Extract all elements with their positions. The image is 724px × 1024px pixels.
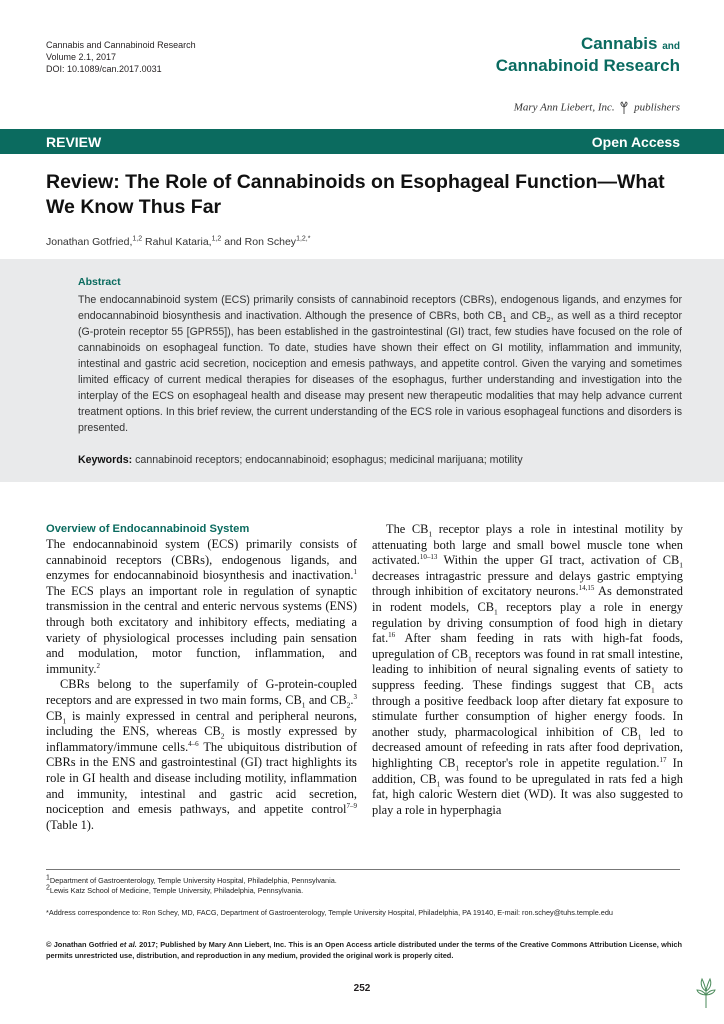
- author-list: [46, 236, 310, 248]
- author-affiliation: 1,2,*: [296, 235, 311, 243]
- citation-ref[interactable]: 1: [353, 568, 357, 577]
- license-statement: © Jonathan Gotfried et al. 2017; Published by Mary Ann Liebert, Inc. This is an Open Access article distributed under the terms of the Creative Commons Attribution License, which permits unrestricted use, distribution, and reproduction in any medium, provided the original work is properly cited.: [46, 940, 683, 960]
- author-name[interactable]: Jonathan Gotfried,: [46, 236, 133, 248]
- author-name[interactable]: Rahul Kataria,: [145, 236, 212, 248]
- publisher-name: Mary Ann Liebert, Inc.: [513, 101, 615, 114]
- abstract-heading: Abstract: [78, 276, 121, 288]
- body-column-right: [372, 522, 683, 818]
- leaf-icon: [617, 101, 631, 115]
- section-heading: Overview of Endocannabinoid System: [46, 523, 250, 535]
- abstract-text: The endocannabinoid system (ECS) primarily consists of cannabinoid receptors (CBRs), endogenous ligands, and enzymes for endocannabinoid biosynthesis and inactivation. Although the presence of CBRs, both $CB_1$ and $CB_2$, as well as a third receptor (G-protein receptor 55 [GPR55]), has been established in the gastrointestinal (GI) tract, few studies have focused on the role of cannabinoids on esophageal function. To date, studies have shown their effect on GI motility, inflammation and immunity, intestinal and gastric acid secretion, nociception and emesis pathways, and appetite control. Given the varying and sometimes limited efficacy of current medical therapies for diseases of the esophagus, further understanding and investigation into the interplay of the ECS on esophageal health and disease may present new therapeutic modalities that may help advance current treatment options. In this brief review, the current understanding of the ECS role in various esophageal functions and disorders is presented.: [78, 294, 683, 434]
- footnote-divider: [46, 869, 680, 870]
- keywords-label: Keywords:: [78, 454, 133, 466]
- publisher-suffix: publishers: [634, 101, 680, 114]
- author-affiliation: 1,2: [211, 235, 222, 243]
- citation-ref[interactable]: 3: [353, 692, 357, 701]
- author-name[interactable]: and Ron Schey: [224, 236, 297, 248]
- journal-name: Cannabis and Cannabinoid Research: [46, 40, 196, 50]
- citation-ref[interactable]: 2: [96, 661, 100, 670]
- citation-ref[interactable]: 7–9: [346, 801, 357, 810]
- correspondence-footnote[interactable]: *Address correspondence to: Ron Schey, MD, FACG, Department of Gastroenterology, Temple University Hospital, Philadelphia, PA 19140, E-mail: ron.schey@tuhs.temple.edu: [46, 908, 613, 917]
- article-type-banner: [0, 129, 724, 154]
- citation-block: [46, 39, 196, 75]
- open-access-label[interactable]: Open Access: [591, 134, 680, 150]
- keywords-list: cannabinoid receptors; endocannabinoid; esophagus; medicinal marijuana; motility: [135, 454, 523, 466]
- volume: Volume 2.1, 2017: [46, 52, 117, 62]
- body-paragraph: The endocannabinoid system (ECS) primarily consists of cannabinoid receptors (CBRs), endogenous ligands, and enzymes for endocannabinoid biosynthesis and inactivation.$^1$ The ECS plays an important role in regulation of synaptic transmission in the central and enteric nervous systems (ENS) through both excitatory and inhibitory effects, mediating a variety of physiological processes including pain sensation and modulation, motor function, inflammation, and immunity.$^2$: [46, 537, 357, 676]
- article-type-label: REVIEW: [46, 134, 102, 150]
- body-paragraph: The $CB_1$ receptor plays a role in intestinal motility by attenuating both large and small bowel muscle tone when activated.$^{10-13}$ Within the upper GI tract, activation of $CB_1$ decreases intragastric pressure and delays gastric emptying through inhibition of excitatory neurons.$^{14,15}$ As demonstrated in rodent models, $CB_1$ receptors play a role in energy regulation by driving consumption of food high in dietary fat.$^{16}$ After sham feeding in rats with high-fat foods, upregulation of $CB_1$ receptors was found in rat small intestine, leading to inhibition of neural signaling events of satiety to suppress feeding. These findings suggest that $CB_1$ acts through a positive feedback loop after dietary fat exposure to stimulate further consumption of higher energy foods. In another study, pharmacological inhibition of $CB_1$ led to decreased amount of refeeding in rats after food deprivation, highlighting $CB_1$ receptor's role in appetite regulation.$^{17}$ In addition, $CB_1$ was found to be upregulated in rats fed a high fat, high caloric Western diet (WD). It was also suggested to play a role in hyperphagia: [372, 522, 684, 817]
- author-affiliation: 1,2: [132, 235, 143, 243]
- logo-line2: Cannabinoid Research: [495, 56, 680, 75]
- publisher-mark: [514, 101, 680, 115]
- logo-and: and: [662, 41, 680, 52]
- affiliation-footnote: $^1$Department of Gastroenterology, Temple University Hospital, Philadelphia, Pennsylvania.: [46, 874, 337, 885]
- page-number: 252: [353, 983, 371, 994]
- affiliation-footnote: $^2$Lewis Katz School of Medicine, Temple University, Philadelphia, Pennsylvania.: [46, 884, 304, 895]
- citation-ref[interactable]: 10–13: [419, 553, 438, 562]
- body-paragraph: CBRs belong to the superfamily of G-protein-coupled receptors and are expressed in two main forms, $CB_1$ and $CB_2.^3$ $CB_1$ is mainly expressed in central and peripheral neurons, including the ENS, whereas $CB_2$ is mostly expressed by inflammatory/immune cells.$^{4-6}$ The ubiquitous distribution of CBRs in the ENS and gastrointestinal (GI) tract highlights its role in GI health and disease including motility, inflammation and immunity, intestinal and gastric acid secretion, nociception and emesis pathways, and appetite control$^{7-9}$ (Table 1).: [46, 677, 357, 832]
- citation-ref[interactable]: 17: [659, 755, 667, 764]
- body-column-left: [46, 522, 357, 833]
- citation-ref[interactable]: 16: [388, 631, 396, 640]
- citation-ref[interactable]: 4–6: [188, 739, 199, 748]
- doi-link[interactable]: DOI: 10.1089/can.2017.0031: [46, 64, 162, 74]
- article-title: Review: The Role of Cannabinoids on Esophageal Function—What We Know Thus Far: [46, 171, 665, 218]
- keywords-line: [78, 454, 688, 466]
- logo-line1: Cannabis: [580, 34, 658, 53]
- citation-ref[interactable]: 14,15: [578, 584, 595, 593]
- cannabis-leaf-icon: [696, 975, 716, 1009]
- journal-logo: [496, 35, 680, 76]
